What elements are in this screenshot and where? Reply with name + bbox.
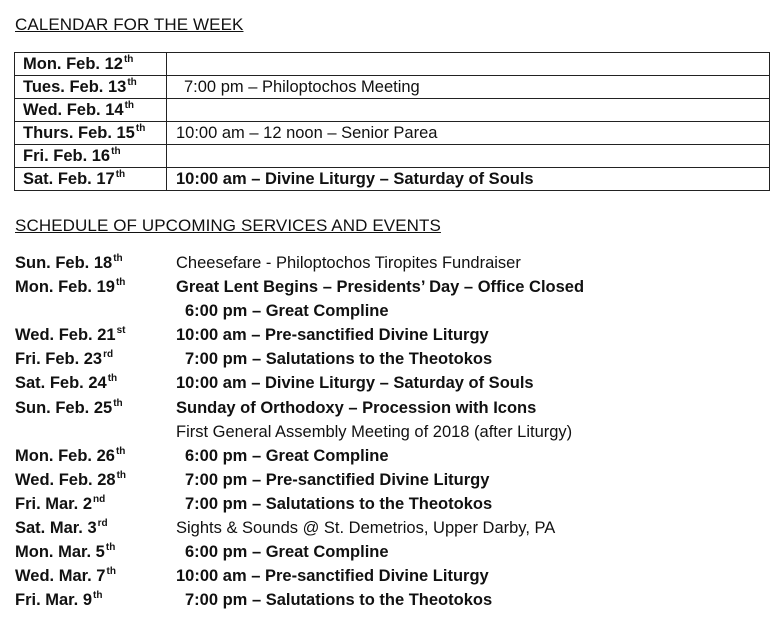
schedule-item xyxy=(15,495,775,519)
schedule-day-cell xyxy=(15,495,105,514)
schedule-day-cell xyxy=(15,519,108,538)
schedule-item xyxy=(15,591,775,615)
schedule-item xyxy=(15,326,775,350)
schedule-event: Cheesefare - Philoptochos Tiropites Fundraiser xyxy=(176,254,521,272)
calendar-row xyxy=(15,122,770,145)
schedule-item xyxy=(15,447,775,471)
calendar-day: Tues. Feb. 13 xyxy=(23,77,127,96)
schedule-event: Sunday of Orthodoxy – Procession with Icons xyxy=(176,398,537,417)
calendar-day: Fri. Feb. 16 xyxy=(23,146,111,165)
schedule-day: Sun. Feb. 25 xyxy=(15,398,113,417)
schedule-event: 10:00 am – Pre-sanctified Divine Liturgy xyxy=(176,326,489,345)
schedule-event: 7:00 pm – Salutations to the Theotokos xyxy=(185,591,493,610)
schedule-day-cell xyxy=(15,591,102,610)
calendar-event xyxy=(167,99,770,122)
day-suffix: st xyxy=(116,325,126,337)
calendar-day: Wed. Feb. 14 xyxy=(23,100,124,119)
calendar-row xyxy=(15,53,770,76)
schedule-item xyxy=(15,471,775,495)
schedule-day-cell xyxy=(15,399,123,418)
day-suffix: th xyxy=(124,99,135,111)
day-suffix: th xyxy=(106,566,116,578)
calendar-event: 10:00 am – 12 noon – Senior Parea xyxy=(167,122,770,145)
calendar-day: Sat. Feb. 17 xyxy=(23,169,115,188)
calendar-event: 7:00 pm – Philoptochos Meeting xyxy=(167,76,770,99)
schedule-day-cell xyxy=(15,423,16,442)
schedule-day: Mon. Mar. 5 xyxy=(15,543,105,562)
day-suffix: th xyxy=(127,76,137,88)
schedule-item xyxy=(15,519,775,543)
schedule-day-cell xyxy=(15,374,117,393)
day-suffix: th xyxy=(115,277,126,289)
schedule-event: 6:00 pm – Great Compline xyxy=(185,302,389,321)
schedule-event: Great Lent Begins – Presidents’ Day – Office Closed xyxy=(176,278,585,297)
schedule-day: Wed. Feb. 21 xyxy=(15,326,116,345)
schedule-day-cell xyxy=(15,326,125,345)
calendar-event xyxy=(167,53,770,76)
schedule-heading: SCHEDULE OF UPCOMING SERVICES AND EVENTS xyxy=(15,216,441,235)
day-suffix: nd xyxy=(93,493,106,505)
schedule-item xyxy=(15,302,775,326)
schedule-item xyxy=(15,374,775,398)
schedule-event: 6:00 pm – Great Compline xyxy=(185,446,389,465)
calendar-event xyxy=(167,145,770,168)
calendar-row xyxy=(15,168,770,191)
calendar-heading: CALENDAR FOR THE WEEK xyxy=(15,15,244,34)
day-suffix: th xyxy=(116,469,127,481)
day-suffix: th xyxy=(93,590,103,602)
calendar-table xyxy=(14,52,770,191)
schedule-list xyxy=(15,254,775,615)
schedule-item xyxy=(15,399,775,423)
day-suffix: th xyxy=(123,53,134,65)
schedule-day-cell xyxy=(15,350,113,369)
schedule-day-cell xyxy=(15,543,115,562)
schedule-item xyxy=(15,567,775,591)
schedule-item xyxy=(15,254,775,278)
day-suffix: th xyxy=(113,397,123,409)
day-suffix: rd xyxy=(97,518,108,530)
calendar-row xyxy=(15,76,770,99)
calendar-day-cell xyxy=(15,168,167,191)
day-suffix: th xyxy=(115,168,126,180)
schedule-item xyxy=(15,350,775,374)
schedule-event: Sights & Sounds @ St. Demetrios, Upper Darby, PA xyxy=(176,519,556,538)
schedule-event: 10:00 am – Divine Liturgy – Saturday of Souls xyxy=(176,374,534,393)
calendar-day-cell xyxy=(15,122,167,145)
calendar-day-cell xyxy=(15,53,167,76)
schedule-item xyxy=(15,423,775,447)
schedule-day: Mon. Feb. 26 xyxy=(15,446,115,465)
day-suffix: th xyxy=(115,445,126,457)
schedule-day-cell xyxy=(15,471,126,490)
schedule-day-cell xyxy=(15,567,116,586)
schedule-day: Sun. Feb. 18 xyxy=(15,254,113,272)
day-suffix: th xyxy=(135,122,146,134)
schedule-day: Sat. Feb. 24 xyxy=(15,374,107,393)
day-suffix: rd xyxy=(103,349,114,361)
day-suffix: th xyxy=(105,542,116,554)
calendar-day: Mon. Feb. 12 xyxy=(23,54,123,73)
calendar-day-cell xyxy=(15,99,167,122)
schedule-day-cell xyxy=(15,254,123,273)
day-suffix: th xyxy=(111,145,121,157)
schedule-day: Mon. Feb. 19 xyxy=(15,278,115,297)
schedule-day: Wed. Mar. 7 xyxy=(15,567,106,586)
calendar-day-cell xyxy=(15,76,167,99)
day-suffix: th xyxy=(113,253,123,264)
schedule-day: Fri. Mar. 9 xyxy=(15,591,93,610)
schedule-day: Fri. Feb. 23 xyxy=(15,350,103,369)
schedule-day-cell xyxy=(15,278,125,297)
schedule-item xyxy=(15,278,775,302)
schedule-day: Wed. Feb. 28 xyxy=(15,470,116,489)
schedule-event: 7:00 pm – Salutations to the Theotokos xyxy=(185,350,493,369)
calendar-event: 10:00 am – Divine Liturgy – Saturday of Souls xyxy=(167,168,770,191)
calendar-day-cell xyxy=(15,145,167,168)
schedule-day: Sat. Mar. 3 xyxy=(15,519,97,538)
calendar-row xyxy=(15,99,770,122)
schedule-day: Fri. Mar. 2 xyxy=(15,494,93,513)
schedule-event: First General Assembly Meeting of 2018 (after Liturgy) xyxy=(176,422,573,441)
schedule-day-cell xyxy=(15,447,125,466)
schedule-day-cell xyxy=(15,302,16,321)
schedule-event: 6:00 pm – Great Compline xyxy=(185,543,389,562)
day-suffix: th xyxy=(107,373,118,385)
schedule-event: 7:00 pm – Pre-sanctified Divine Liturgy xyxy=(185,470,490,489)
schedule-event: 7:00 pm – Salutations to the Theotokos xyxy=(185,494,493,513)
calendar-row xyxy=(15,145,770,168)
calendar-day: Thurs. Feb. 15 xyxy=(23,123,135,142)
schedule-event: 10:00 am – Pre-sanctified Divine Liturgy xyxy=(176,567,489,586)
schedule-item xyxy=(15,543,775,567)
